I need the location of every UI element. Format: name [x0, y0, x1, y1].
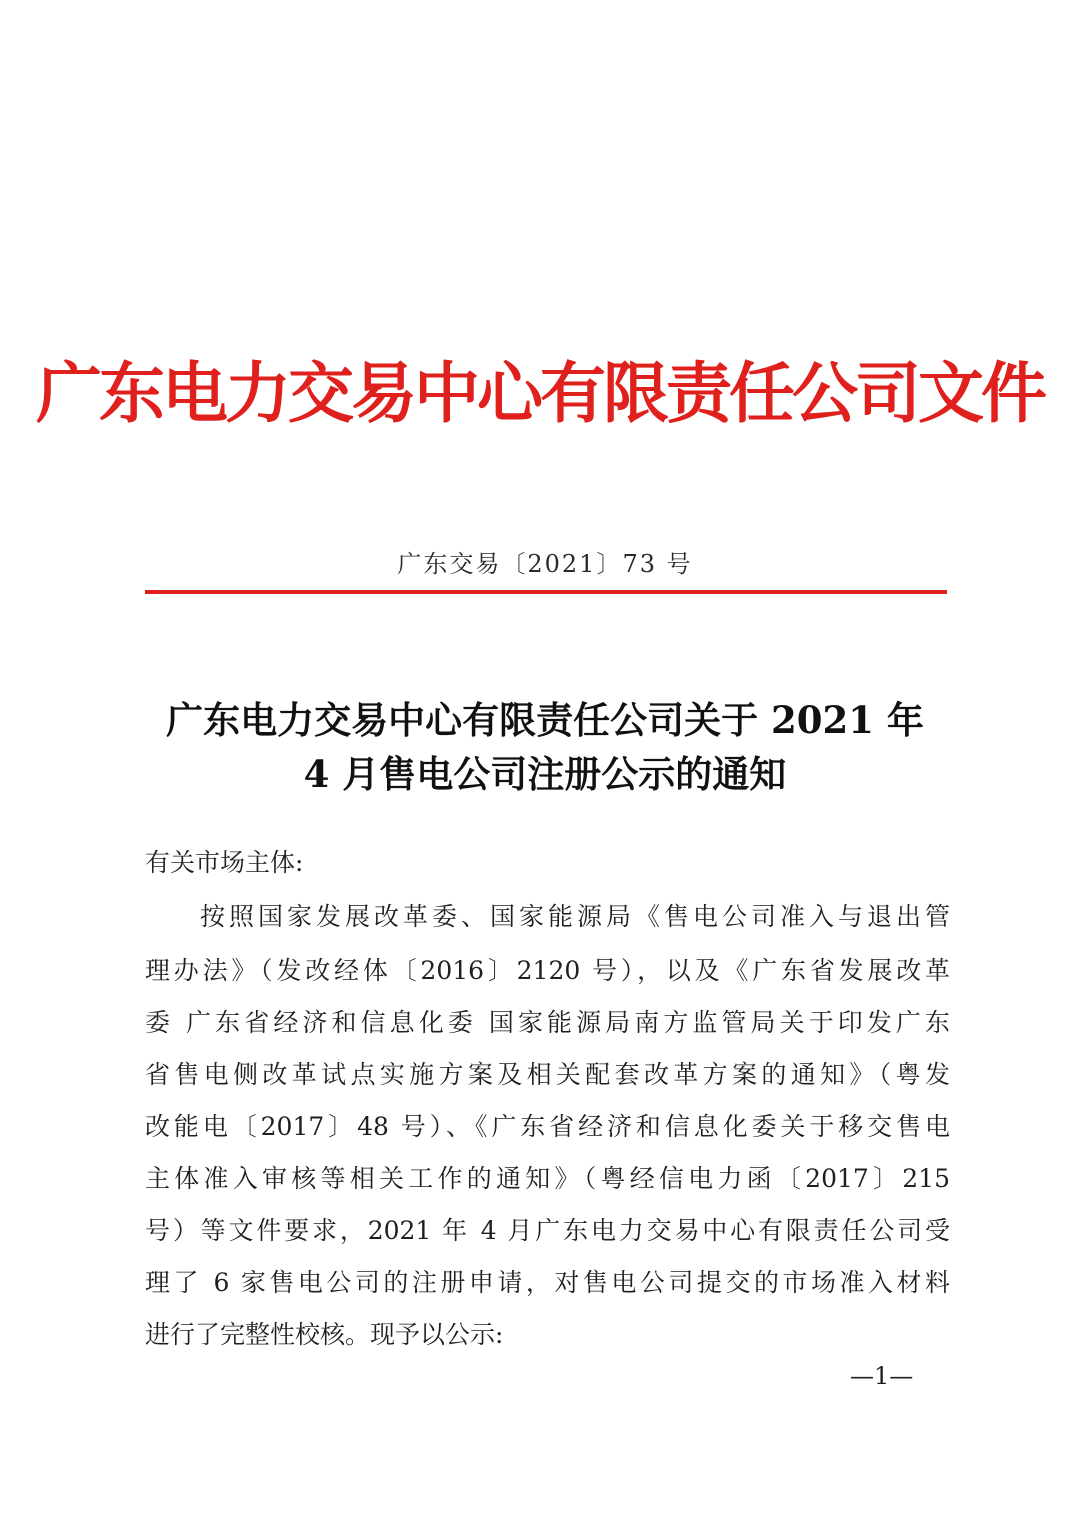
- body-text-line: 进行了完整性校核。现予以公示:: [145, 1320, 504, 1349]
- body-text-line: 省售电侧改革试点实施方案及相关配套改革方案的通知》（粤发: [145, 1060, 950, 1089]
- document-number: 广东交易〔2021〕73 号: [397, 550, 693, 578]
- body-text-line: 主体准入审核等相关工作的通知》（粤经信电力函〔2017〕215: [145, 1164, 950, 1193]
- body-text-line: 号）等文件要求，2021 年 4 月广东电力交易中心有限责任公司受: [145, 1216, 950, 1245]
- notice-title-line-1: 广东电力交易中心有限责任公司关于 2021 年: [166, 698, 924, 742]
- body-text-line: 理办法》（发改经体〔2016〕2120 号），以及《广东省发展改革: [145, 956, 950, 985]
- document-header-title: 广东电力交易中心有限责任公司文件: [36, 354, 1044, 432]
- addressee: 有关市场主体:: [145, 848, 304, 877]
- body-text-line: 理了 6 家售电公司的注册申请，对售电公司提交的市场准入材料: [145, 1268, 950, 1297]
- body-text-line: 委 广东省经济和信息化委 国家能源局南方监管局关于印发广东: [145, 1008, 950, 1037]
- body-text-line: 改能电〔2017〕48 号）、《广东省经济和信息化委关于移交售电: [145, 1112, 950, 1141]
- page-number: —1—: [850, 1362, 914, 1390]
- notice-title-line-2: 4 月售电公司注册公示的通知: [303, 752, 787, 796]
- red-divider-line: [145, 590, 947, 594]
- body-text-line: 按照国家发展改革委、国家能源局《售电公司准入与退出管: [200, 902, 950, 931]
